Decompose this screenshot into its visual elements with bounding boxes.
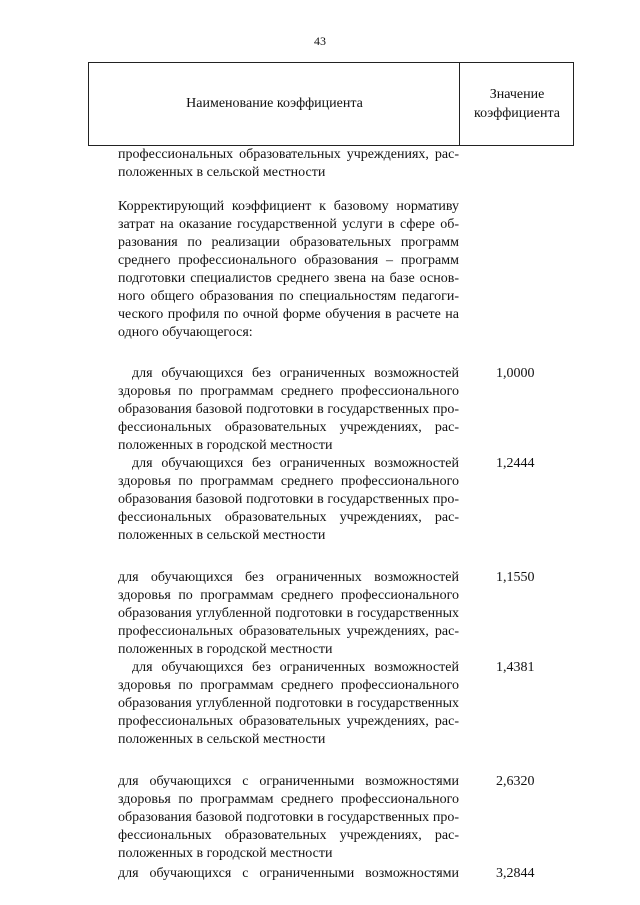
text-line: Корректирующий коэффициент к базовому нормативу [118, 199, 459, 214]
text-line: здоровья по программам среднего профессионального [118, 384, 459, 399]
coefficient-value: 1,2444 [496, 456, 535, 471]
text-line: для обучающихся без ограниченных возможностей [118, 570, 459, 585]
text-line: положенных в сельской местности [118, 732, 326, 747]
row-text [118, 455, 459, 545]
text-line: профессиональных образовательных учреждениях, рас- [118, 147, 459, 162]
text-line: ческого профиля по очной форме обучения в расчете на [118, 307, 459, 322]
text-line: образования базовой подготовки в государственных про- [118, 810, 459, 825]
row-text [118, 146, 459, 182]
text-line: для обучающихся без ограниченных возможностей [132, 660, 459, 675]
row-text [118, 659, 459, 749]
text-line: затрат на оказание государственной услуги в сфере об- [118, 217, 459, 232]
table-header [88, 62, 574, 146]
text-line: образования углубленной подготовки в государственных [118, 696, 459, 711]
text-line: фессиональных образовательных учреждениях, рас- [118, 828, 459, 843]
text-line: здоровья по программам среднего профессионального [118, 792, 459, 807]
text-line: положенных в сельской местности [118, 528, 326, 543]
text-line: профессиональных образовательных учреждениях, рас- [118, 714, 459, 729]
text-line: положенных в городской местности [118, 438, 333, 453]
table-row [118, 569, 592, 659]
coefficient-value-header [461, 63, 573, 145]
text-line: здоровья по программам среднего профессионального [118, 588, 459, 603]
coefficient-value: 1,4381 [496, 660, 535, 675]
text-line: положенных в городской местности [118, 846, 333, 861]
text-line: профессиональных образовательных учреждениях, рас- [118, 624, 459, 639]
coefficient-name-header: Наименование коэффициента [186, 96, 363, 111]
text-line: положенных в сельской местности [118, 165, 326, 180]
text-line: здоровья по программам среднего профессионального [118, 678, 459, 693]
text-line: для обучающихся без ограниченных возможностей [132, 366, 459, 381]
value-header-line-2: коэффициента [474, 106, 560, 121]
text-line: подготовки специалистов среднего звена на базе основ- [118, 271, 459, 286]
text-line: среднего профессионального образования – программ [118, 253, 459, 268]
text-line: положенных в городской местности [118, 642, 333, 657]
text-line: ного общего образования по специальностям педагоги- [118, 289, 459, 304]
table-row [118, 659, 592, 749]
value-header-line-1: Значение [489, 87, 545, 102]
table-row [118, 455, 592, 545]
table-row [118, 198, 592, 342]
table-row [118, 146, 592, 182]
text-line: для обучающихся с ограниченными возможностями [118, 774, 459, 789]
text-line: фессиональных образовательных учреждениях, рас- [118, 510, 459, 525]
text-line: образования базовой подготовки в государственных про- [118, 492, 459, 507]
column-divider [459, 62, 460, 146]
table-row [118, 865, 592, 883]
row-text [118, 198, 459, 342]
coefficient-value: 2,6320 [496, 774, 535, 789]
coefficient-value: 1,1550 [496, 570, 535, 585]
table-body [118, 146, 592, 883]
coefficient-value: 3,2844 [496, 866, 535, 881]
coefficient-value: 1,0000 [496, 366, 535, 381]
page-number: 43 [314, 34, 326, 48]
row-text [118, 569, 459, 659]
table-row [118, 773, 592, 863]
text-line: здоровья по программам среднего профессионального [118, 474, 459, 489]
row-text [118, 365, 459, 455]
table-row [118, 365, 592, 455]
text-line: для обучающихся с ограниченными возможностями [118, 866, 459, 881]
text-line: образования базовой подготовки в государственных про- [118, 402, 459, 417]
text-line: разования по реализации образовательных программ [118, 235, 459, 250]
text-line: одного обучающегося: [118, 325, 253, 340]
row-text [118, 773, 459, 863]
text-line: фессиональных образовательных учреждениях, рас- [118, 420, 459, 435]
text-line: образования углубленной подготовки в государственных [118, 606, 459, 621]
row-text [118, 865, 459, 883]
text-line: для обучающихся без ограниченных возможностей [132, 456, 459, 471]
